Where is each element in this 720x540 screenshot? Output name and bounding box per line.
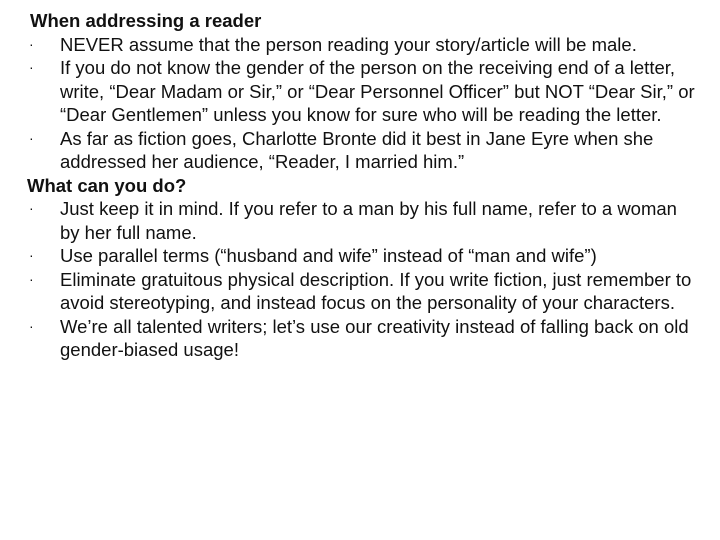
bullet-text: As far as fiction goes, Charlotte Bronte did it best in Jane Eyre when she addressed her audience, “Reader, I married him.” (60, 127, 654, 172)
bullet-item (27, 127, 699, 174)
heading-addressing-reader: When addressing a reader (30, 10, 262, 31)
bullet-text: If you do not know the gender of the person on the receiving end of a letter, write, “Dear Madam or Sir,” or “Dear Personnel Officer” but NOT “Dear Sir,” or “Dear Gentlemen” unless you know for sure who will be reading the letter. (60, 57, 695, 125)
bullet-text: We’re all talented writers; let’s use our creativity instead of falling back on old gender-biased usage! (60, 315, 689, 360)
bullet-item (27, 244, 699, 268)
bullet-text: Use parallel terms (“husband and wife” instead of “man and wife”) (60, 245, 597, 266)
bullet-icon: · (29, 35, 34, 52)
bullet-icon: · (29, 129, 34, 146)
bullet-icon: · (29, 270, 34, 287)
bullet-item (27, 268, 699, 315)
bullet-icon: · (29, 200, 34, 216)
bullet-item (27, 33, 699, 57)
heading-what-can-you-do: What can you do? (27, 174, 187, 196)
bullet-item (27, 197, 699, 244)
bullet-icon: · (29, 247, 34, 263)
bullet-text: Just keep it in mind. If you refer to a man by his full name, refer to a woman by her full name. (60, 198, 677, 243)
bullet-icon: · (29, 59, 34, 75)
bullet-text: NEVER assume that the person reading your story/article will be male. (60, 33, 637, 55)
bullet-icon: · (29, 317, 34, 334)
bullet-item (27, 315, 699, 362)
bullet-text: Eliminate gratuitous physical description. If you write fiction, just remember to avoid stereotyping, and instead focus on the personality of your characters. (60, 268, 692, 313)
bullet-item (27, 56, 699, 127)
slide-content (27, 9, 699, 362)
